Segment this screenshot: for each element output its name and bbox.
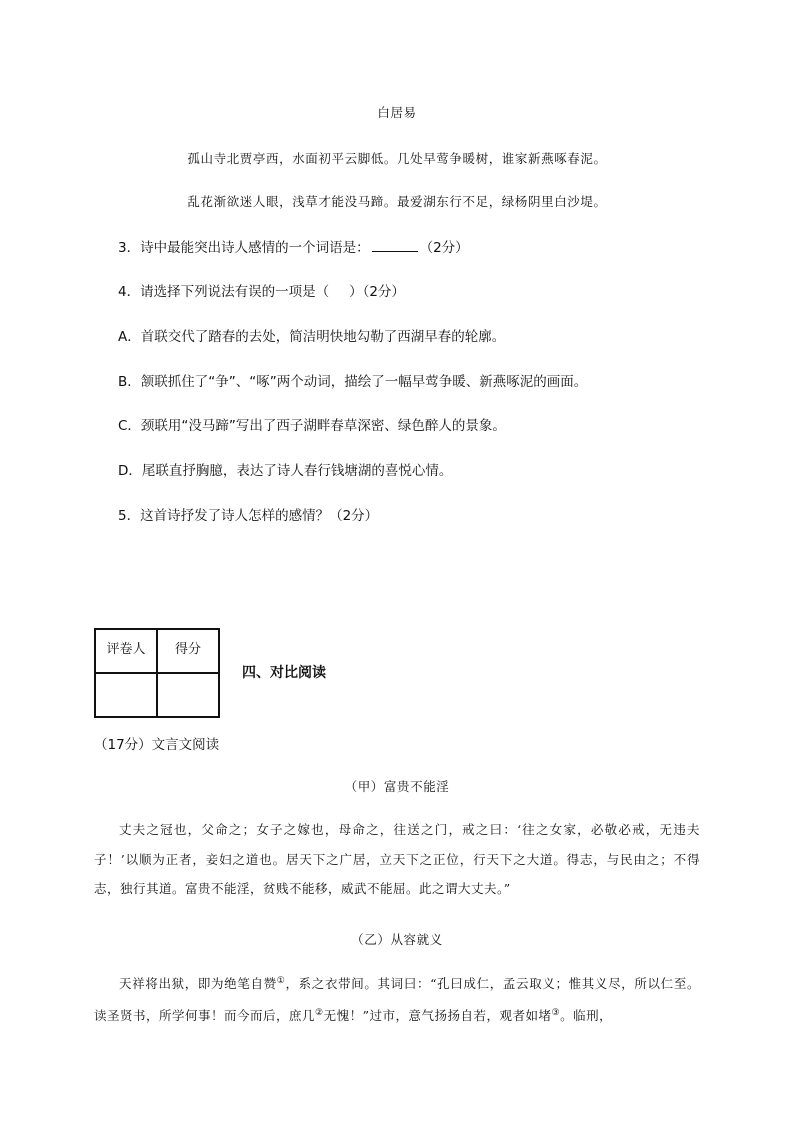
- passage-b-body: 天祥将出狱，即为绝笔自赞①，系之衣带间。其词曰：“孔曰成仁，孟云取义；惟其义尽，所以仁至。读圣贤书，所学何事！而今而后，庶几②无愧！”过市，意气扬扬自若，观者如堵③。临刑，: [94, 976, 700, 1023]
- answer-blank: [372, 239, 418, 252]
- score-cell: [157, 673, 219, 717]
- passage-a-title: （甲）富贵不能淫: [344, 779, 450, 794]
- footnote-1: ①: [276, 976, 286, 986]
- score-table: [94, 628, 220, 718]
- question-4-text: 4．请选择下列说法有误的一项是（: [118, 284, 330, 300]
- score-header: 得分: [157, 629, 219, 673]
- footnote-2: ②: [315, 1007, 324, 1018]
- section-subtitle: （17分）文言文阅读: [94, 737, 220, 753]
- question-4-points: ）（2分）: [349, 284, 405, 300]
- passage-a-body: 丈夫之冠也，父命之；女子之嫁也，母命之，往送之门，戒之曰：‘往之女家，必敬必戒，无违夫子！’以顺为正者，妾妇之道也。居天下之广居，立天下之正位，行天下之大道。得志，与民由之；不得志，独行其道。富贵不能淫，贫贱不能移，威武不能屈。此之谓大丈夫。”: [94, 822, 700, 896]
- footnote-3: ③: [551, 1007, 561, 1018]
- question-5: 5．这首诗抒发了诗人怎样的感情？（2分）: [118, 508, 379, 524]
- grader-header: 评卷人: [95, 629, 157, 673]
- option-b: B．颔联抓住了“争”、“啄”两个动词，描绘了一幅早莺争暖、新燕啄泥的画面。: [118, 374, 588, 390]
- question-3-points: （2分）: [419, 240, 469, 256]
- option-d: D．尾联直抒胸臆，表达了诗人春行钱塘湖的喜悦心情。: [118, 463, 453, 479]
- question-4: [118, 280, 405, 300]
- option-c: C．颈联用“没马蹄”写出了西子湖畔春草深密、绿色醉人的景象。: [118, 418, 506, 434]
- option-a: A．首联交代了踏春的去处，简洁明快地勾勒了西湖早春的轮廓。: [118, 329, 506, 345]
- section-title: 四、对比阅读: [242, 665, 326, 681]
- question-3: [118, 236, 469, 256]
- passage-b-title: （乙）从容就义: [351, 932, 443, 947]
- question-3-text: 3．诗中最能突出诗人感情的一个词语是：: [118, 240, 370, 256]
- poem-author: 白居易: [377, 105, 417, 120]
- poem-line-2: 乱花渐欲迷人眼，浅草才能没马蹄。最爱湖东行不足，绿杨阴里白沙堤。: [187, 194, 607, 209]
- poem-line-1: 孤山寺北贾亭西，水面初平云脚低。几处早莺争暖树，谁家新燕啄春泥。: [187, 151, 607, 166]
- grader-cell: [95, 673, 157, 717]
